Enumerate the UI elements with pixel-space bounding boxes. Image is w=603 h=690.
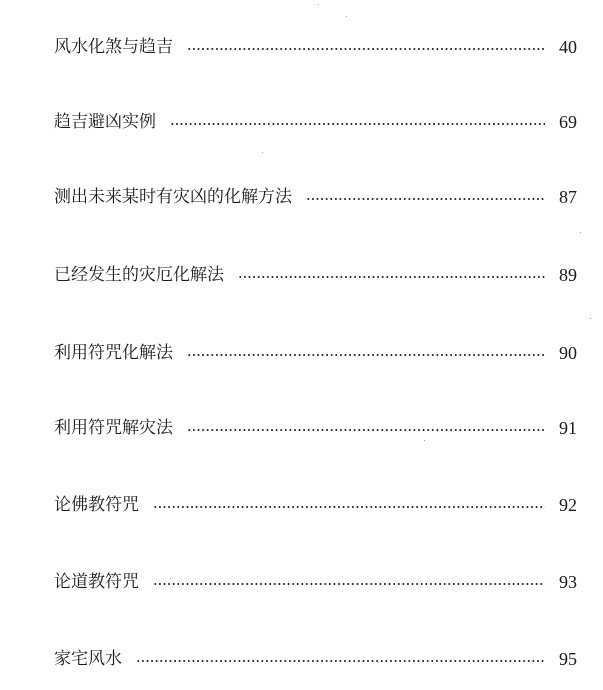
- scan-speck: [170, 578, 171, 579]
- scan-speck: [424, 440, 425, 441]
- table-of-contents: [54, 0, 577, 690]
- toc-entry-title: 测出未来某时有灾凶的化解方法: [54, 187, 292, 207]
- toc-entry-title: 趋吉避凶实例: [54, 112, 156, 132]
- toc-entry-title: 风水化煞与趋吉: [54, 37, 173, 57]
- toc-entry-page-number: 90: [559, 343, 577, 363]
- dot-leader: [153, 583, 545, 585]
- toc-entry-page-number: 89: [559, 265, 577, 285]
- dot-leader: [136, 660, 545, 662]
- scan-speck: [346, 16, 347, 17]
- toc-entry-title: 利用符咒解灾法: [54, 418, 173, 438]
- toc-entry[interactable]: [54, 413, 577, 443]
- scan-speck: [580, 232, 581, 233]
- toc-entry[interactable]: [54, 260, 577, 290]
- scan-speck: [590, 318, 591, 319]
- toc-entry-page-number: 87: [559, 187, 577, 207]
- scan-speck: [262, 152, 263, 153]
- dot-leader: [187, 354, 545, 356]
- toc-entry-page-number: 91: [559, 418, 577, 438]
- dot-leader: [306, 198, 545, 200]
- toc-entry-page-number: 69: [559, 112, 577, 132]
- toc-entry-page-number: 95: [559, 649, 577, 669]
- toc-entry-title: 论道教符咒: [54, 572, 139, 592]
- dot-leader: [170, 123, 545, 125]
- toc-entry[interactable]: [54, 338, 577, 368]
- scan-speck: [318, 4, 319, 5]
- toc-entry[interactable]: [54, 182, 577, 212]
- dot-leader: [187, 48, 545, 50]
- toc-entry[interactable]: [54, 107, 577, 137]
- toc-entry[interactable]: [54, 490, 577, 520]
- toc-entry-title: 利用符咒化解法: [54, 343, 173, 363]
- toc-entry-title: 家宅风水: [54, 649, 122, 669]
- toc-entry-page-number: 92: [559, 495, 577, 515]
- toc-entry[interactable]: [54, 567, 577, 597]
- toc-entry[interactable]: [54, 644, 577, 674]
- scan-speck: [378, 662, 379, 663]
- dot-leader: [187, 429, 545, 431]
- toc-entry-page-number: 93: [559, 572, 577, 592]
- toc-entry-page-number: 40: [559, 37, 577, 57]
- toc-entry[interactable]: [54, 32, 577, 62]
- dot-leader: [153, 506, 545, 508]
- toc-entry-title: 论佛教符咒: [54, 495, 139, 515]
- toc-entry-title: 已经发生的灾厄化解法: [54, 265, 224, 285]
- dot-leader: [238, 276, 545, 278]
